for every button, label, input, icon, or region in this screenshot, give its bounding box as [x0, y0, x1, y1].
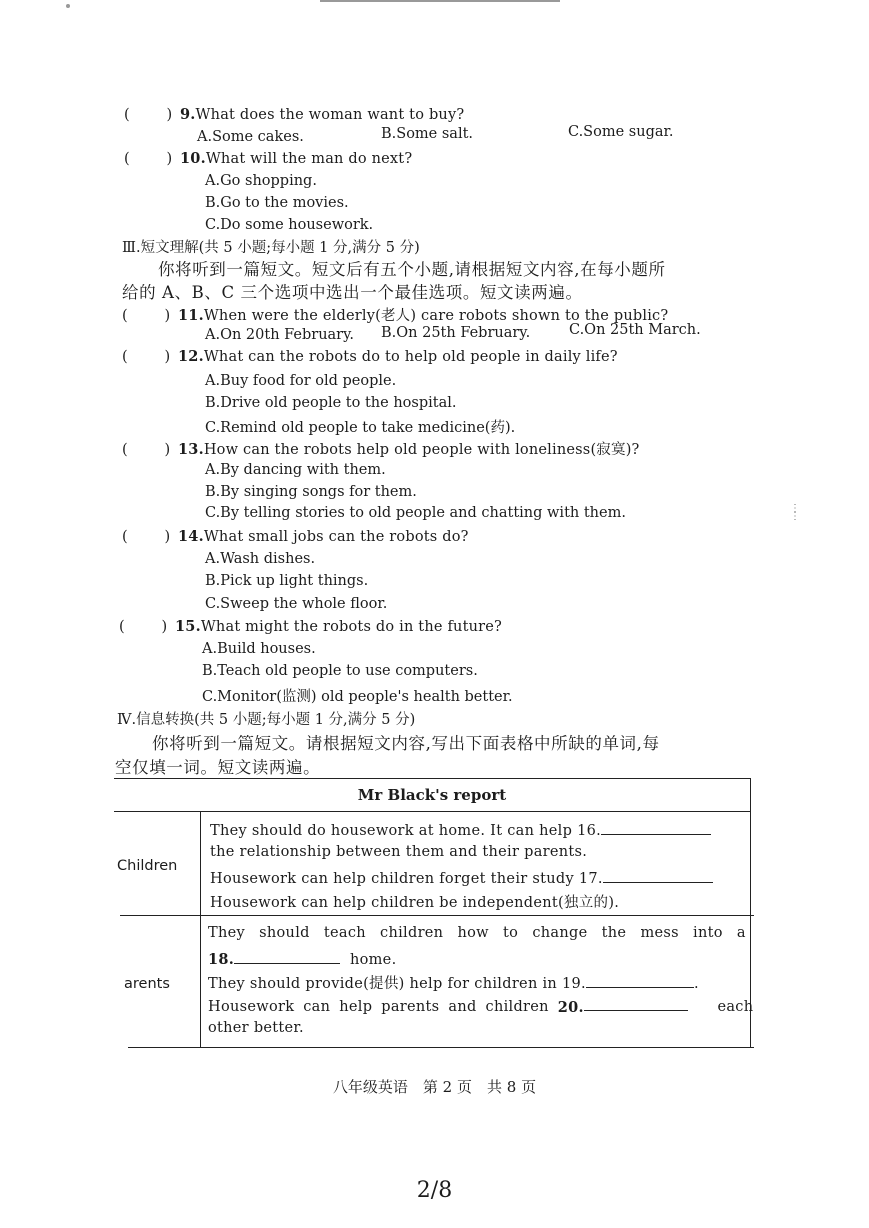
section-4-instruction-2: 空仅填一词。短文读两遍。	[115, 758, 321, 777]
option-10b: B.Go to the movies.	[205, 195, 349, 211]
option-13b: B.By singing songs for them.	[205, 484, 417, 500]
blank-20[interactable]	[584, 996, 688, 1011]
top-edge-rule	[320, 0, 560, 5]
answer-paren[interactable]: ( )	[122, 442, 171, 458]
option-12a: A.Buy food for old people.	[205, 373, 397, 389]
answer-paren[interactable]: ( )	[119, 619, 168, 635]
blank-16[interactable]	[601, 820, 711, 835]
row-label-children: Children	[117, 858, 178, 874]
option-13a: A.By dancing with them.	[205, 462, 386, 478]
option-10a: A.Go shopping.	[205, 173, 317, 189]
option-15a: A.Build houses.	[202, 641, 316, 657]
question-number: 12.	[178, 348, 204, 365]
children-line-2: the relationship between them and their parents.	[210, 844, 588, 860]
blank-19[interactable]	[586, 973, 694, 988]
option-14c: C.Sweep the whole floor.	[205, 596, 388, 612]
question-12	[122, 348, 618, 365]
question-15	[119, 618, 502, 635]
question-text: When were the elderly(老人) care robots shown to the public?	[203, 308, 669, 324]
blank-18[interactable]	[234, 949, 340, 964]
table-title: Mr Black's report	[357, 786, 507, 804]
children-line-1: They should do housework at home. It can help 16.	[210, 820, 711, 839]
option-9a: A.Some cakes.	[197, 129, 304, 145]
answer-paren[interactable]: ( )	[122, 308, 171, 324]
children-line-4: Housework can help children be independent(独立的).	[210, 895, 620, 911]
table-divider-middle	[120, 915, 754, 916]
option-12b: B.Drive old people to the hospital.	[205, 395, 457, 411]
option-13c: C.By telling stories to old people and chatting with them.	[205, 505, 626, 521]
question-13	[122, 438, 640, 459]
question-10	[124, 150, 412, 167]
row-label-parents: arents	[124, 976, 170, 992]
section-4-instruction-1: 你将听到一篇短文。请根据短文内容,写出下面表格中所缺的单词,每	[152, 734, 660, 753]
page-footer: 八年级英语 第 2 页 共 8 页	[332, 1078, 537, 1096]
option-12c: C.Remind old people to take medicine(药).	[205, 420, 516, 436]
answer-paren[interactable]: ( )	[122, 529, 171, 545]
option-11c: C.On 25th March.	[569, 322, 701, 338]
question-number: 13.	[178, 441, 204, 458]
parents-line-3: They should provide(提供) help for children in 19. .	[208, 972, 699, 993]
question-number: 10.	[180, 150, 206, 167]
parents-line-4: Housework can help parents and children 20. each	[208, 996, 746, 1016]
question-text: What small jobs can the robots do?	[203, 529, 469, 545]
question-number: 11.	[178, 307, 204, 324]
question-text: What does the woman want to buy?	[195, 107, 465, 123]
margin-marks: ⋮ ⋮	[790, 503, 800, 522]
question-number: 15.	[175, 618, 201, 635]
question-text: How can the robots help old people with loneliness(寂寞)?	[203, 442, 640, 458]
answer-paren[interactable]: ( )	[122, 349, 171, 365]
section-4-heading: Ⅳ.信息转换(共 5 小题;每小题 1 分,满分 5 分)	[117, 712, 416, 728]
question-14	[122, 528, 469, 545]
parents-line-1: They should teach children how to change the mess into a	[208, 925, 746, 941]
option-9c: C.Some sugar.	[568, 124, 674, 140]
question-number: 9.	[180, 106, 196, 123]
option-9b: B.Some salt.	[381, 126, 474, 142]
report-table	[114, 778, 754, 1050]
question-number: 14.	[178, 528, 204, 545]
section-3-instruction-1: 你将听到一篇短文。短文后有五个小题,请根据短文内容,在每小题所	[158, 260, 666, 279]
question-text: What will the man do next?	[205, 151, 413, 167]
option-11b: B.On 25th February.	[381, 325, 531, 341]
answer-paren[interactable]: ( )	[124, 151, 173, 167]
section-3-heading: Ⅲ.短文理解(共 5 小题;每小题 1 分,满分 5 分)	[122, 240, 420, 256]
table-title-row	[114, 778, 751, 812]
parents-line-5: other better.	[208, 1020, 304, 1036]
option-15c: C.Monitor(监测) old people's health better.	[202, 689, 513, 705]
parents-line-2: 18. home.	[208, 951, 397, 968]
option-14b: B.Pick up light things.	[205, 573, 369, 589]
answer-paren[interactable]: ( )	[124, 107, 173, 123]
question-text: What might the robots do in the future?	[200, 619, 503, 635]
option-10c: C.Do some housework.	[205, 217, 374, 233]
scan-speck	[66, 4, 70, 8]
option-11a: A.On 20th February.	[205, 327, 354, 343]
table-divider-bottom	[128, 1047, 754, 1048]
option-14a: A.Wash dishes.	[205, 551, 316, 567]
page-counter: 2/8	[416, 1178, 453, 1203]
question-9	[124, 106, 464, 123]
children-line-3: Housework can help children forget their study 17.	[210, 868, 713, 887]
option-15b: B.Teach old people to use computers.	[202, 663, 478, 679]
blank-17[interactable]	[603, 868, 713, 883]
section-3-instruction-2: 给的 A、B、C 三个选项中选出一个最佳选项。短文读两遍。	[122, 283, 583, 302]
question-text: What can the robots do to help old people in daily life?	[203, 349, 618, 365]
table-divider-vertical	[200, 811, 201, 1047]
